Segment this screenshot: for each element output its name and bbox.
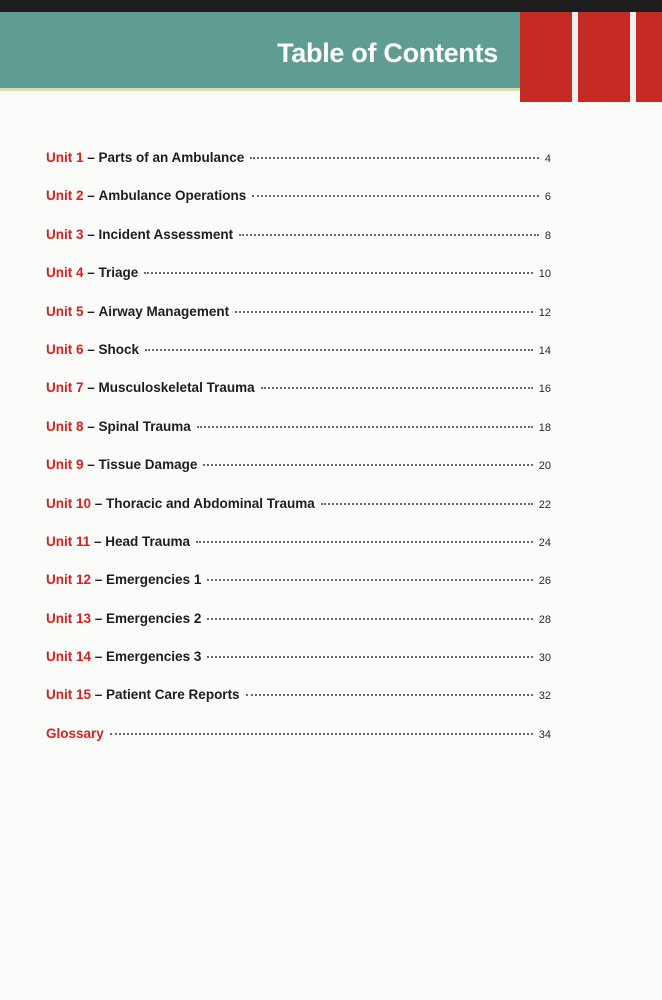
- unit-label: Unit 4: [46, 265, 84, 281]
- tab-divider: [630, 12, 636, 102]
- unit-separator: –: [91, 649, 107, 665]
- unit-label: Unit 15: [46, 687, 92, 703]
- dot-leader: [197, 426, 533, 428]
- unit-separator: –: [91, 687, 107, 703]
- dot-leader: [246, 694, 533, 696]
- unit-title: Thoracic and Abdominal Trauma: [106, 495, 315, 511]
- glossary-label: Glossary: [46, 725, 104, 741]
- unit-separator: –: [83, 380, 99, 396]
- top-edge-strip: [0, 0, 662, 12]
- unit-title: Parts of an Ambulance: [98, 150, 245, 165]
- unit-label: Unit 10: [46, 495, 92, 511]
- red-tab: [578, 12, 630, 102]
- header-band: [0, 12, 520, 91]
- dot-leader: [250, 157, 539, 159]
- unit-title: Musculoskeletal Trauma: [98, 380, 255, 396]
- unit-separator: –: [83, 457, 99, 473]
- page-number: 20: [538, 460, 551, 473]
- toc-entry[interactable]: [46, 150, 551, 188]
- unit-label: Unit 6: [46, 341, 84, 357]
- unit-title: Emergencies 1: [106, 572, 202, 588]
- page-number: 30: [538, 652, 551, 665]
- unit-label: Unit 14: [46, 649, 92, 665]
- unit-separator: –: [91, 610, 107, 626]
- unit-label: Unit 5: [46, 303, 84, 319]
- dot-leader: [239, 234, 539, 236]
- page-number: 12: [538, 306, 551, 319]
- unit-title: Incident Assessment: [98, 226, 234, 242]
- dot-leader: [110, 733, 533, 735]
- toc-entry[interactable]: [46, 227, 551, 265]
- unit-title: Ambulance Operations: [98, 188, 247, 204]
- unit-label: Unit 13: [46, 610, 92, 626]
- toc-entry[interactable]: [46, 265, 551, 303]
- toc-entry[interactable]: [46, 687, 551, 725]
- unit-separator: –: [90, 533, 106, 549]
- page-number: 6: [544, 191, 551, 204]
- toc-entry[interactable]: [46, 304, 551, 342]
- unit-label: Unit 8: [46, 418, 84, 434]
- unit-separator: –: [83, 341, 99, 357]
- unit-label: Unit 11: [46, 533, 91, 549]
- unit-separator: –: [83, 150, 99, 165]
- unit-label: Unit 9: [46, 457, 84, 473]
- toc-entry[interactable]: [46, 649, 551, 687]
- page-number: 4: [544, 153, 551, 165]
- page-number: 18: [538, 421, 551, 434]
- unit-separator: –: [83, 188, 99, 204]
- page-number: 26: [538, 575, 551, 588]
- dot-leader: [203, 464, 532, 466]
- page-number: 8: [544, 229, 551, 242]
- page-number: 32: [538, 690, 551, 703]
- toc-entry[interactable]: [46, 380, 551, 418]
- tab-divider: [572, 12, 578, 102]
- page-number: 24: [538, 536, 551, 549]
- page-number: 10: [538, 268, 551, 281]
- toc-entry[interactable]: [46, 342, 551, 380]
- page-number: 28: [538, 613, 551, 626]
- unit-title: Spinal Trauma: [98, 418, 191, 434]
- toc-entry[interactable]: [46, 457, 551, 495]
- dot-leader: [261, 387, 533, 389]
- page-number: 16: [538, 383, 551, 396]
- unit-label: Unit 12: [46, 572, 92, 588]
- unit-title: Emergencies 2: [106, 610, 202, 626]
- unit-title: Triage: [98, 265, 139, 281]
- unit-separator: –: [91, 495, 107, 511]
- unit-label: Unit 2: [46, 188, 84, 204]
- dot-leader: [207, 579, 532, 581]
- unit-title: Emergencies 3: [106, 649, 202, 665]
- toc-entry[interactable]: [46, 611, 551, 649]
- unit-title: Patient Care Reports: [106, 687, 240, 703]
- page-number: 34: [538, 728, 551, 741]
- unit-label: Unit 7: [46, 380, 84, 396]
- unit-separator: –: [83, 226, 99, 242]
- toc-entry[interactable]: [46, 572, 551, 610]
- toc-entry[interactable]: [46, 534, 551, 572]
- page-number: 22: [538, 498, 551, 511]
- unit-separator: –: [91, 572, 107, 588]
- unit-title: Shock: [98, 341, 140, 357]
- toc-entry-glossary[interactable]: [46, 726, 551, 764]
- dot-leader: [321, 503, 533, 505]
- dot-leader: [145, 349, 533, 351]
- toc-entry[interactable]: [46, 496, 551, 534]
- unit-label: Unit 1: [46, 150, 84, 165]
- unit-title: Head Trauma: [105, 533, 191, 549]
- toc-entry[interactable]: [46, 188, 551, 226]
- toc-entry[interactable]: [46, 419, 551, 457]
- dot-leader: [196, 541, 533, 543]
- unit-title: Airway Management: [98, 303, 230, 319]
- unit-title: Tissue Damage: [98, 457, 198, 473]
- dot-leader: [144, 272, 532, 274]
- dot-leader: [207, 618, 532, 620]
- red-tab: [636, 12, 662, 102]
- unit-separator: –: [83, 303, 99, 319]
- dot-leader: [235, 311, 533, 313]
- red-tab: [520, 12, 572, 102]
- unit-separator: –: [83, 265, 99, 281]
- table-of-contents-list: [46, 150, 551, 764]
- page-number: 14: [538, 344, 551, 357]
- unit-separator: –: [83, 418, 99, 434]
- dot-leader: [207, 656, 532, 658]
- dot-leader: [252, 195, 539, 197]
- page-title: Table of Contents: [277, 38, 498, 68]
- unit-label: Unit 3: [46, 226, 84, 242]
